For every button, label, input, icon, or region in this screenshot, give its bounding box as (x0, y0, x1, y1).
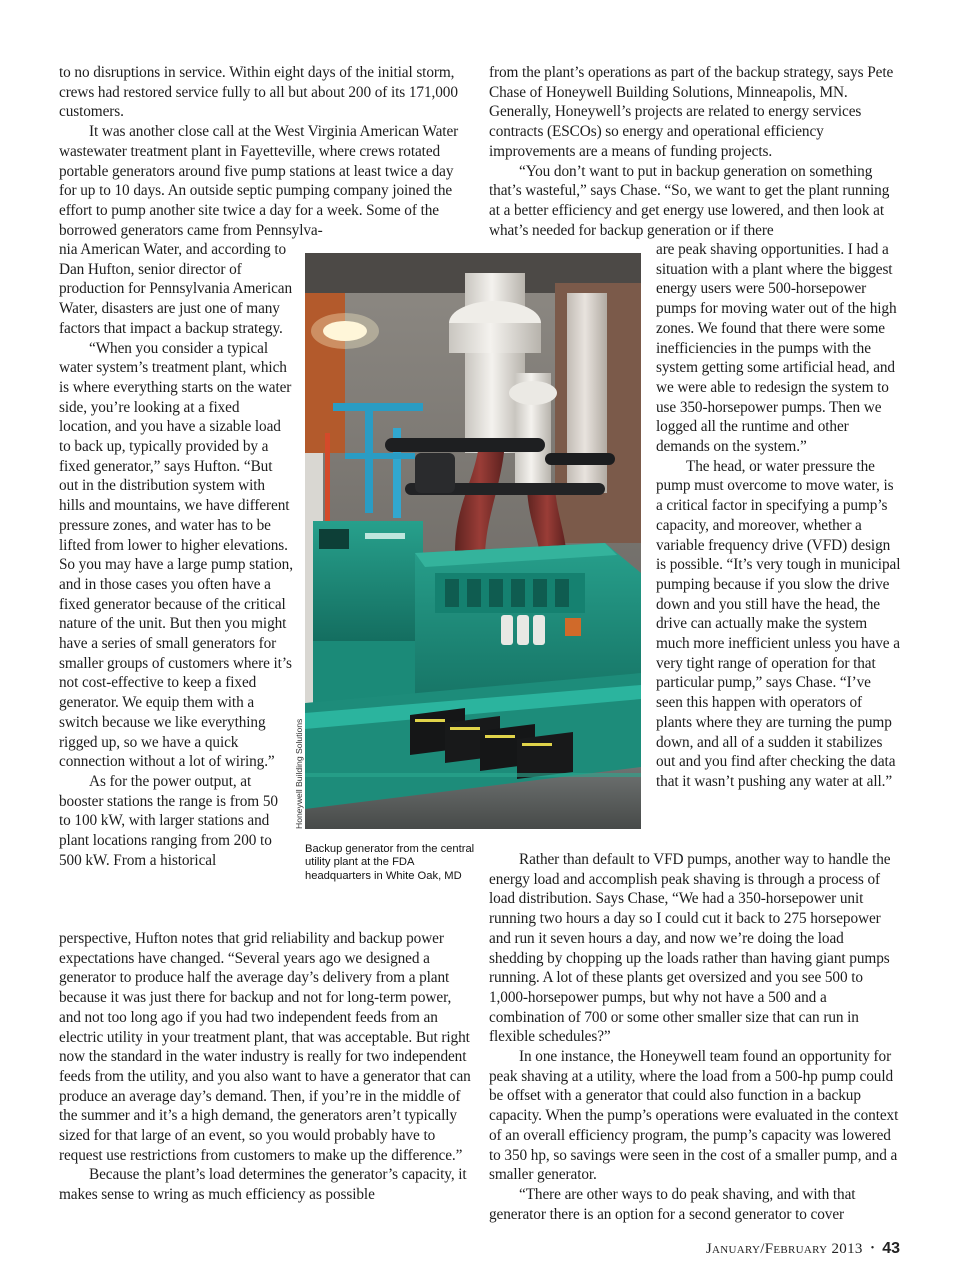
article-paragraph: from the plant’s operations as part of the backup strategy, says Pete Chase of Honeywell Building Solutions, Minneapolis, MN. Generally, Honeywell’s projects are related to energy services contracts (ESCOs) so energy and operational efficiency improvements are a means of funding projects. (489, 64, 894, 160)
generator-illustration (305, 253, 641, 829)
footer-bullet: • (870, 1243, 875, 1254)
page-footer (706, 1240, 900, 1258)
generator-photo (305, 253, 641, 829)
article-paragraph: nia American Water, and according to Dan Hufton, senior director of production for Pennsylvania American Water, disasters are just one of many factors that impact a backup strategy. (59, 241, 293, 337)
article-column-left-top (59, 63, 471, 240)
article-column-left-bottom (59, 929, 471, 1205)
article-paragraph: It was another close call at the West Virginia American Water wastewater treatment plant in Fayetteville, where crews rotated portable generators around five pump stations at least twice a day for up to 10 days. An outside septic pumping company joined the effort to pump another site twice a day for a week. Some of the borrowed generators came from Pennsylva- (59, 123, 459, 239)
article-paragraph: “There are other ways to do peak shaving, and with that generator there is an option for a second generator to cover (489, 1185, 856, 1223)
article-paragraph: The head, or water pressure the pump must overcome to move water, is a critical factor in specifying a pump’s capacity, and moreover, whether a variable frequency drive (VFD) design is possible. “It’s very tough in municipal pumping because if you slow the drive down and you still have the head, the drive can actually make the system much more inefficient unless you have a very tight range of operation for that particular pump,” says Chase. “I’ve seen this happen with operators of plants where they are turning the pump down, and all of a sudden it stabilizes out and you find after checking the data that it wasn’t pushing any water at all.” (656, 457, 901, 790)
article-column-right-top (489, 63, 901, 240)
article-paragraph: As for the power output, at booster stations the range is from 50 to 100 kW, with larger stations and plant locations ranging from 200 to 500 kW. From a historical (59, 772, 278, 869)
article-paragraph: In one instance, the Honeywell team found an opportunity for peak shaving at a utility, where the load from a 500-hp pump could be offset with a generator that could also function in a backup capacity. When the pump’s operations were evaluated in the context of an overall efficiency program, the pump’s capacity was lowered to 350 hp, so savings were seen in the cost of a smaller pump, and a smaller generator. (489, 1048, 899, 1184)
article-column-right-bottom (489, 850, 901, 1224)
page-number: 43 (882, 1240, 900, 1257)
article-column-right-wrap (656, 240, 901, 792)
article-paragraph: to no disruptions in service. Within eight days of the initial storm, crews had restored service fully to all but about 200 of its 171,000 customers. (59, 64, 458, 121)
article-paragraph: “You don’t want to put in backup generation on something that’s wasteful,” says Chase. “So, we want to get the plant running at a better efficiency and get energy use lowered, and then look at what’s needed for backup generation or if there (489, 162, 890, 239)
photo-credit: Honeywell Building Solutions (294, 718, 304, 829)
article-paragraph: Rather than default to VFD pumps, another way to handle the energy load and accomplish peak shaving is through a process of load distribution. Says Chase, “We had a 350-horsepower unit running two hours a day so I could cut it back to 275 horsepower and run it seven hours a day, and now we’re doing the load shedding by chopping up the loads rather than having giant pumps running. A lot of these plants get oversized and you see 500 to 1,000-horsepower pumps, but why not have a 500 and a combination of 700 or some other smaller size that can run in flexible schedules?” (489, 851, 891, 1046)
article-paragraph: are peak shaving opportunities. I had a situation with a plant where the biggest energy users were 500-horsepower pumps for moving water out of the high zones. We found that there were some inefficiencies in the pumps with the system getting some artificial head, and we were able to redesign the system to use 350-horsepower pumps. Then we logged all the runtime and other demands on the system.” (656, 241, 897, 456)
issue-date: January/February 2013 (705, 1241, 863, 1257)
article-column-left-wrap (59, 240, 293, 871)
article-paragraph: “When you consider a typical water system’s treatment plant, which is where everything starts on the water side, you’re looking at a fixed location, and you have a sizable load to back up, typically provided by a fixed generator,” says Hufton. “But out in the distribution system with hills and mountains, we have different pressure zones, and water has to be lifted from lower to higher elevations. So you may have a large pump station, and in those cases you often have a fixed generator because of the critical nature of the unit. But then you might have a series of small generators for smaller groups of customers where it’s not cost-effective to keep a fixed generator. We equip them with a switch because we like everything rigged up, so we have a quick connection without a lot of wiring.” (59, 339, 293, 771)
article-paragraph: Because the plant’s load determines the generator’s capacity, it makes sense to wring as much efficiency as possible (59, 1166, 467, 1204)
photo-caption: Backup generator from the central utility plant at the FDA headquarters in White Oak, MD (305, 843, 475, 882)
article-paragraph: perspective, Hufton notes that grid reliability and backup power expectations have changed. “Several years ago we designed a generator to produce half the average day’s delivery from a plant because it was just there for backup and not for long-term power, and not too long ago if you had two independent feeds from an electric utility in your treatment plant, that was acceptable. But right now the standard in the water industry is really for two independent feeds from the utility, and you also want to have a generator that can produce an average day’s demand. Then, if you’re in the middle of the summer and it’s a high demand, the generators aren’t typically sized for that large of an event, so you would probably have to request use restrictions from customers to make up the difference.” (59, 930, 471, 1164)
